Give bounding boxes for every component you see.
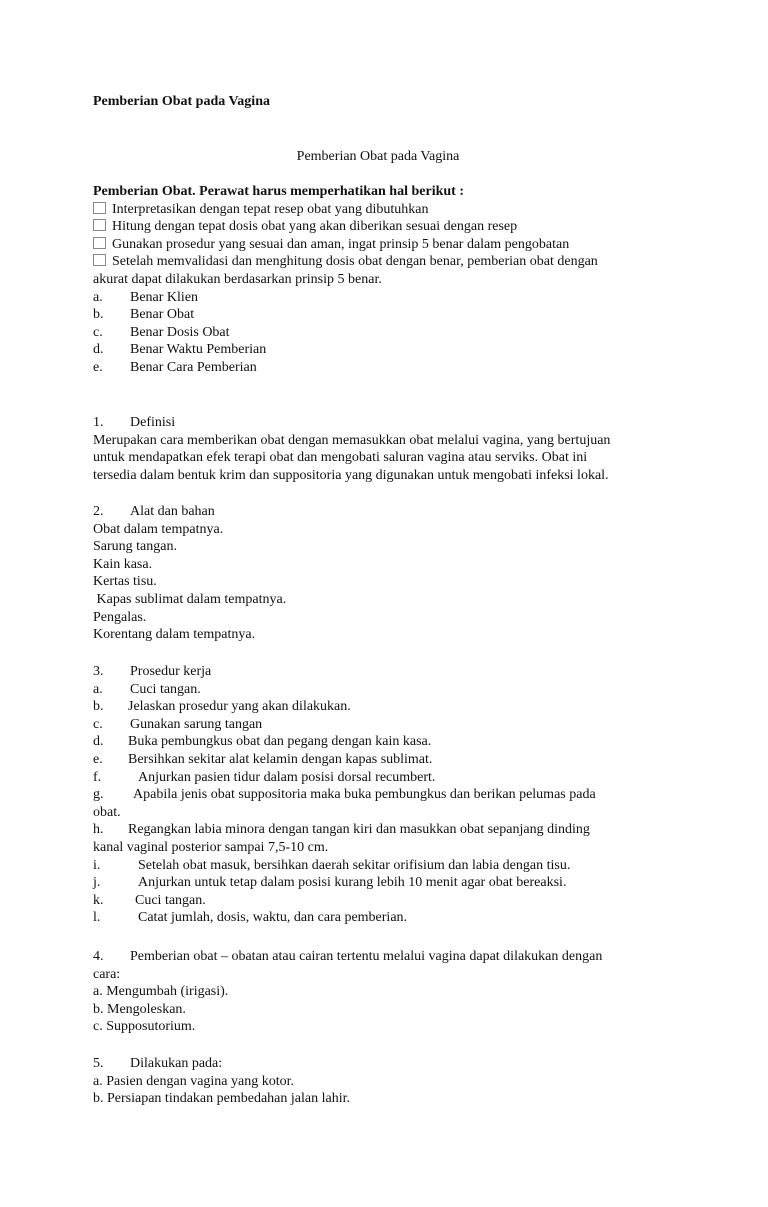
list-item: a. Pasien dengan vagina yang kotor. — [93, 1073, 295, 1089]
step-item: l. Catat jumlah, dosis, waktu, dan cara pemberian. — [93, 910, 408, 926]
paragraph-line: tersedia dalam bentuk krim dan suppositoria yang digunakan untuk mengobati infeksi lokal. — [93, 467, 609, 483]
section-heading: 5. Dilakukan pada: — [93, 1056, 223, 1071]
intro-bullet: Setelah memvalidasi dan menghitung dosis obat dengan benar, pemberian obat dengan — [93, 253, 683, 271]
section-pemberian-obat — [93, 948, 683, 1036]
intro-bullet: Gunakan prosedur yang sesuai dan aman, ingat prinsip 5 benar dalam pengobatan — [93, 236, 683, 254]
step-item: h. Regangkan labia minora dengan tangan kiri dan masukkan obat sepanjang dinding — [93, 822, 590, 838]
list-item: Kertas tisu. — [93, 574, 157, 590]
intro-bullet-continuation: akurat dapat dilakukan berdasarkan prinsip 5 benar. — [93, 271, 382, 287]
checkbox-bullet-icon — [93, 254, 106, 266]
intro-list-item: a. Benar Klien — [93, 289, 199, 305]
intro-bullet: Hitung dengan tepat dosis obat yang akan diberikan sesuai dengan resep — [93, 218, 683, 236]
section-heading: 4. Pemberian obat – obatan atau cairan tertentu melalui vagina dapat dilakukan dengan — [93, 949, 603, 964]
section-heading: 2. Alat dan bahan — [93, 504, 215, 519]
subtitle-text: Pemberian Obat pada Vagina — [296, 149, 460, 164]
list-item: Obat dalam tempatnya. — [93, 521, 224, 537]
list-item: c. Supposutorium. — [93, 1019, 196, 1035]
list-item: b. Mengoleskan. — [93, 1001, 186, 1017]
intro-bullet: Interpretasikan dengan tepat resep obat yang dibutuhkan — [93, 201, 683, 219]
intro-list-item: b. Benar Obat — [93, 307, 195, 323]
heading-continuation: cara: — [93, 966, 121, 982]
list-item: Sarung tangan. — [93, 539, 177, 555]
section-heading: 3. Prosedur kerja — [93, 664, 212, 679]
step-continuation: kanal vaginal posterior sampai 7,5-10 cm. — [93, 839, 329, 855]
list-item: Korentang dalam tempatnya. — [93, 627, 256, 643]
list-item: Kapas sublimat dalam tempatnya. — [93, 591, 287, 607]
section-dilakukan-pada — [93, 1055, 683, 1108]
intro-list-item: c. Benar Dosis Obat — [93, 324, 230, 340]
step-item: a. Cuci tangan. — [93, 681, 201, 697]
step-item: i. Setelah obat masuk, bersihkan daerah sekitar orifisium dan labia dengan tisu. — [93, 857, 571, 873]
intro-title: Pemberian Obat. Perawat harus memperhatikan hal berikut : — [93, 184, 464, 199]
intro-section — [93, 183, 683, 377]
intro-list-item: d. Benar Waktu Pemberian — [93, 342, 267, 358]
checkbox-bullet-icon — [93, 202, 106, 214]
section-prosedur — [93, 663, 683, 927]
document-heading: Pemberian Obat pada Vagina — [93, 94, 270, 109]
step-item: k. Cuci tangan. — [93, 892, 206, 908]
section-alat-bahan — [93, 503, 683, 644]
intro-list-item: e. Benar Cara Pemberian — [93, 359, 257, 375]
list-item: a. Mengumbah (irigasi). — [93, 984, 229, 1000]
step-item: f. Anjurkan pasien tidur dalam posisi dorsal recumbert. — [93, 769, 436, 785]
list-item: Pengalas. — [93, 609, 147, 625]
step-item: e. Bersihkan sekitar alat kelamin dengan kapas sublimat. — [93, 751, 433, 767]
list-item: Kain kasa. — [93, 556, 153, 572]
step-continuation: obat. — [93, 804, 121, 820]
document-subtitle — [0, 148, 768, 166]
checkbox-bullet-icon — [93, 219, 106, 231]
section-heading: 1. Definisi — [93, 415, 176, 430]
paragraph-line: Merupakan cara memberikan obat dengan memasukkan obat melalui vagina, yang bertujuan — [93, 432, 611, 448]
checkbox-bullet-icon — [93, 237, 106, 249]
paragraph-line: untuk mendapatkan efek terapi obat dan mengobati saluran vagina atau serviks. Obat ini — [93, 450, 588, 466]
list-item: b. Persiapan tindakan pembedahan jalan lahir. — [93, 1091, 350, 1107]
section-definisi — [93, 414, 683, 484]
step-item: c. Gunakan sarung tangan — [93, 716, 263, 732]
step-item: j. Anjurkan untuk tetap dalam posisi kurang lebih 10 menit agar obat bereaksi. — [93, 875, 567, 891]
step-item: d. Buka pembungkus obat dan pegang dengan kain kasa. — [93, 734, 432, 750]
step-item: b. Jelaskan prosedur yang akan dilakukan. — [93, 699, 351, 715]
step-item: g. Apabila jenis obat suppositoria maka buka pembungkus dan berikan pelumas pada — [93, 787, 596, 803]
